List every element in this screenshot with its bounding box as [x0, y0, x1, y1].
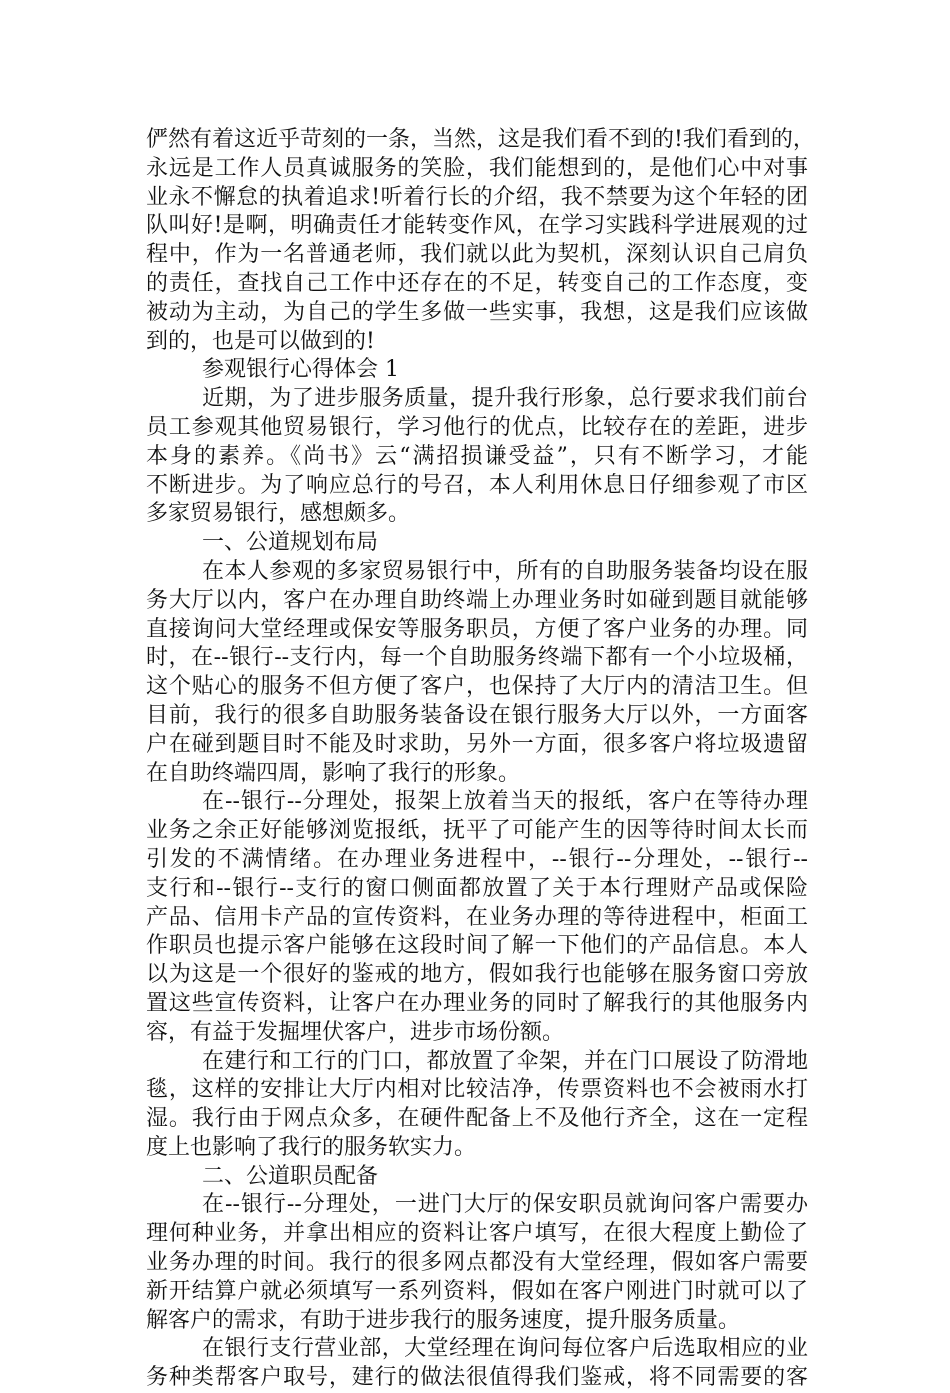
body-text-line: 直接询问大堂经理或保安等服务职员，方便了客户业务的办理。同 [146, 616, 808, 642]
body-text-line: 在--银行--分理处，一进门大厅的保安职员就询问客户需要办 [202, 1192, 808, 1218]
body-text-line: 置这些宣传资料，让客户在办理业务的同时了解我行的其他服务内 [146, 990, 808, 1016]
body-text-line: 户在碰到题目时不能及时求助，另外一方面，很多客户将垃圾遗留 [146, 731, 808, 757]
body-text-line: 容，有益于发掘埋伏客户，进步市场份额。 [146, 1019, 565, 1045]
body-text-line: 不断进步。为了响应总行的号召，本人利用休息日仔细参观了市区 [146, 472, 808, 498]
body-text-line: 务大厅以内，客户在办理自助终端上办理业务时如碰到题目就能够 [146, 587, 808, 613]
body-text-line: 业永不懈怠的执着追求!听着行长的介绍，我不禁要为这个年轻的团 [146, 184, 808, 210]
body-text-line: 在--银行--分理处，报架上放着当天的报纸，客户在等待办理 [202, 789, 808, 815]
body-text-line: 业务办理的时间。我行的很多网点都没有大堂经理，假如客户需要 [146, 1250, 808, 1276]
body-text-line: 作职员也提示客户能够在这段时间了解一下他们的产品信息。本人 [146, 933, 808, 959]
document-body [146, 126, 815, 1393]
body-text-line: 目前，我行的很多自助服务装备设在银行服务大厅以外，一方面客 [146, 702, 808, 728]
body-text-line: 到的，也是可以做到的! [146, 328, 375, 354]
body-text-line: 务种类帮客户取号，建行的做法很值得我们鉴戒，将不同需要的客 [146, 1365, 808, 1391]
body-text-line: 以为这是一个很好的鉴戒的地方，假如我行也能够在服务窗口旁放 [146, 962, 808, 988]
body-text-line: 在银行支行营业部，大堂经理在询问每位客户后选取相应的业 [202, 1336, 808, 1362]
section-heading: 一、公道规划布局 [202, 530, 379, 556]
body-text-line: 支行和--银行--支行的窗口侧面都放置了关于本行理财产品或保险 [146, 875, 808, 901]
section-heading: 参观银行心得体会 1 [202, 357, 399, 383]
section-heading: 二、公道职员配备 [202, 1163, 379, 1189]
body-text-line: 度上也影响了我行的服务软实力。 [146, 1134, 477, 1160]
body-text-line: 引发的不满情绪。在办理业务进程中，--银行--分理处，--银行-- [146, 846, 808, 872]
body-text-line: 队叫好!是啊，明确责任才能转变作风，在学习实践科学进展观的过 [146, 213, 808, 239]
body-text-line: 本身的素养。《尚书》云“满招损谦受益”，只有不断学习，才能 [146, 443, 808, 469]
body-text-line: 在建行和工行的门口，都放置了伞架，并在门口展设了防滑地 [202, 1048, 808, 1074]
body-text-line: 时，在--银行--支行内，每一个自助服务终端下都有一个小垃圾桶， [146, 645, 808, 671]
body-text-line: 多家贸易银行，感想颇多。 [146, 501, 411, 527]
body-text-line: 员工参观其他贸易银行，学习他行的优点，比较存在的差距，进步 [146, 414, 808, 440]
body-text-line: 近期，为了进步服务质量，提升我行形象，总行要求我们前台 [202, 386, 808, 412]
body-text-line: 在本人参观的多家贸易银行中，所有的自助服务装备均设在服 [202, 558, 808, 584]
body-text-line: 俨然有着这近乎苛刻的一条，当然，这是我们看不到的!我们看到的， [146, 127, 815, 152]
body-text-line: 永远是工作人员真诚服务的笑脸，我们能想到的，是他们心中对事 [146, 155, 808, 181]
body-text-line: 的责任，查找自己工作中还存在的不足，转变自己的工作态度，变 [146, 270, 808, 296]
body-text-line: 产品、信用卡产品的宣传资料，在业务办理的等待进程中，柜面工 [146, 904, 808, 930]
body-text-line: 这个贴心的服务不但方便了客户，也保持了大厅内的清洁卫生。但 [146, 674, 808, 700]
body-text-line: 湿。我行由于网点众多，在硬件配备上不及他行齐全，这在一定程 [146, 1106, 808, 1132]
body-text-line: 毯，这样的安排让大厅内相对比较洁净，传票资料也不会被雨水打 [146, 1077, 808, 1103]
body-text-line: 解客户的需求，有助于进步我行的服务速度，提升服务质量。 [146, 1307, 741, 1333]
body-text-line: 理何种业务，并拿出相应的资料让客户填写，在很大程度上勤俭了 [146, 1221, 808, 1247]
body-text-line: 新开结算户就必须填写一系列资料，假如在客户刚进门时就可以了 [146, 1278, 808, 1304]
body-text-line: 在自助终端四周，影响了我行的形象。 [146, 760, 521, 786]
body-text-line: 业务之余正好能够浏览报纸，抚平了可能产生的因等待时间太长而 [146, 818, 808, 844]
body-text-line: 被动为主动，为自己的学生多做一些实事，我想，这是我们应该做 [146, 299, 808, 325]
body-text-line: 程中，作为一名普通老师，我们就以此为契机，深刻认识自己肩负 [146, 242, 808, 268]
